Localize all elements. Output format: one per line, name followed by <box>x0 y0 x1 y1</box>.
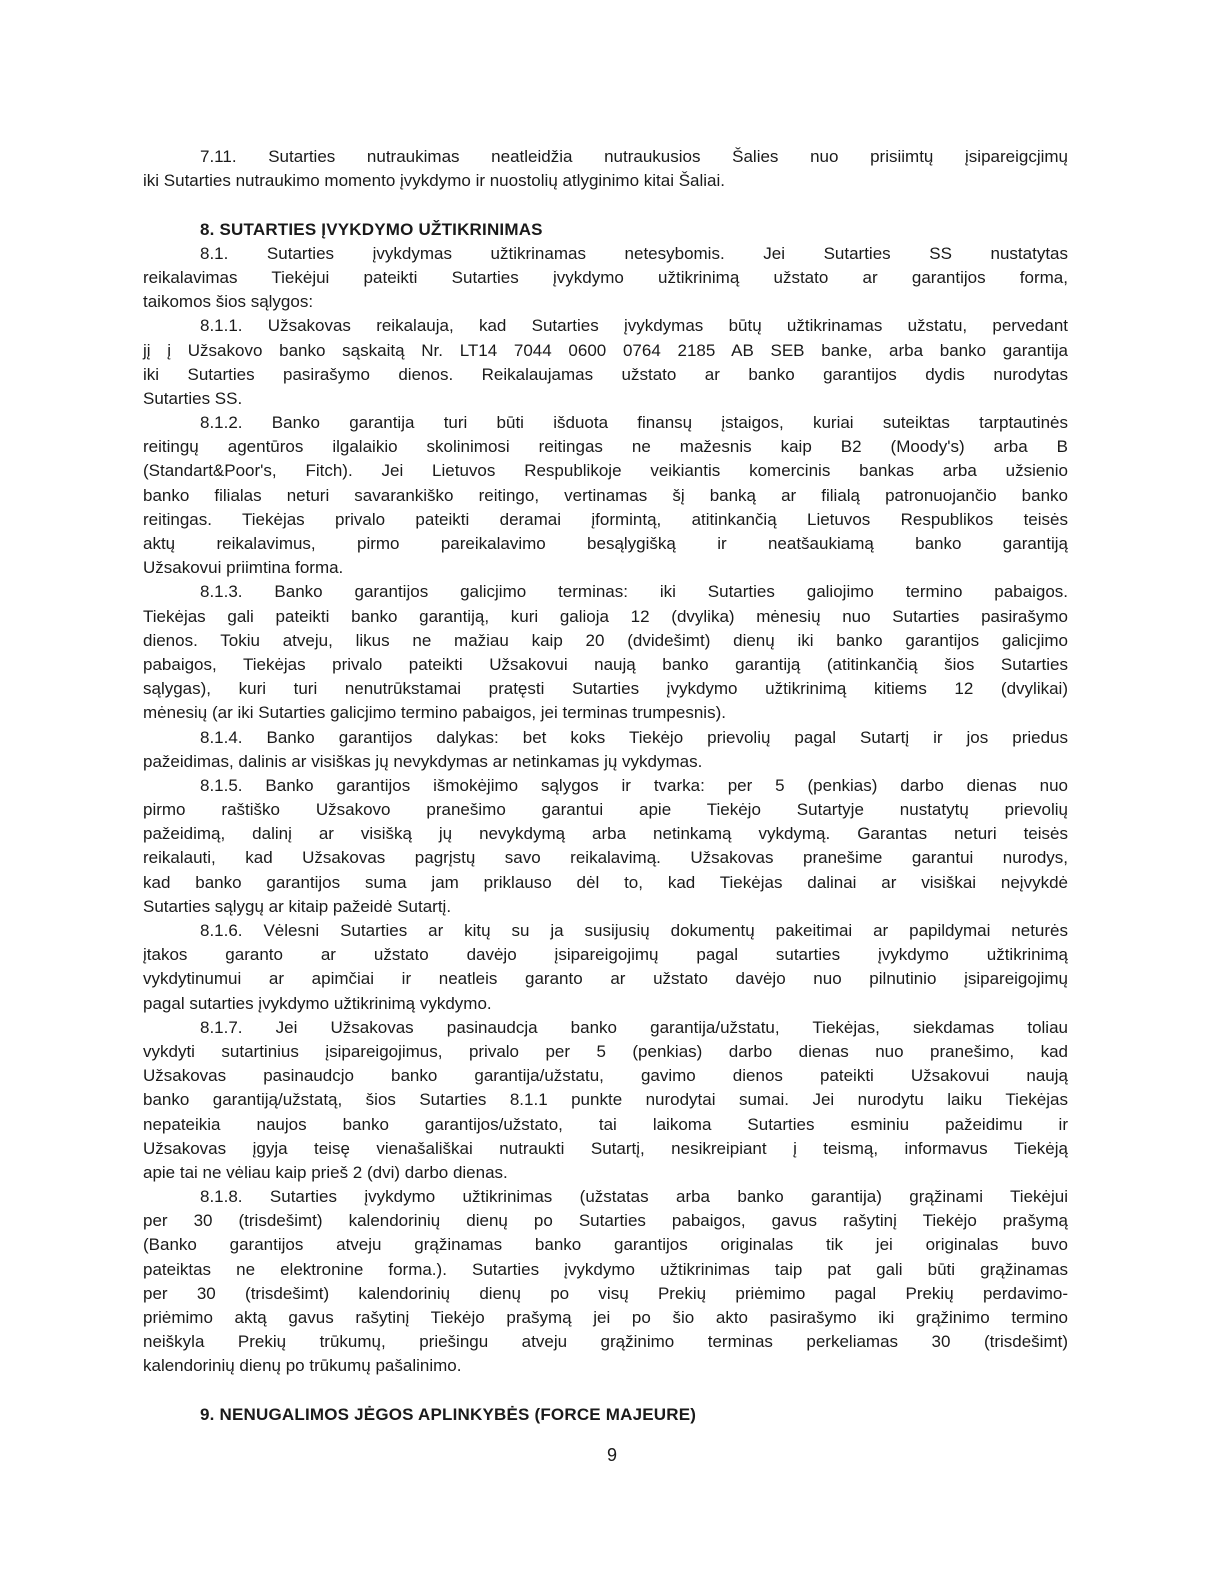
clause-8-1-2 <box>143 411 1068 580</box>
text-line: 8.1.2. Banko garantija turi būti išduota finansų įstaigos, kuriai suteiktas tarptautinės <box>200 413 1068 433</box>
text-line: 8.1.3. Banko garantijos galicjimo terminas: iki Sutarties galiojimo termino pabaigos. <box>200 582 1068 602</box>
text-line: kad banko garantijos suma jam priklauso dėl to, kad Tiekėjas dalinai ar visiškai neįvykdė <box>143 872 1068 892</box>
text-line: reikalauti, kad Užsakovas pagrįstų savo reikalavimą. Užsakovas pranešime garantui nurodys, <box>143 848 1068 868</box>
text-line: pažeidimą, dalinį ar visišką jų nevykdymą arba netinkamą vykdymą. Garantas neturi teisės <box>143 824 1068 844</box>
clause-8-1-4 <box>143 726 1068 774</box>
text-line: Sutarties sąlygų ar kitaip pažeidė Sutartį. <box>143 896 452 916</box>
text-line: iki Sutarties pasirašymo dienos. Reikalaujamas užstato ar banko garantijos dydis nurodytas <box>143 364 1068 384</box>
text-line: Užsakovui priimtina forma. <box>143 558 344 578</box>
text-line: nepateikia naujos banko garantijos/užstato, tai laikoma Sutarties esminiu pažeidimu ir <box>143 1114 1068 1134</box>
clause-8-1-5 <box>143 774 1068 919</box>
text-line: apie tai ne vėliau kaip prieš 2 (dvi) darbo dienas. <box>143 1162 508 1182</box>
clause-8-1 <box>143 242 1068 315</box>
text-line: 8.1.8. Sutarties įvykdymo užtikrinimas (užstatas arba banko garantija) grąžinami Tiekėjui <box>200 1187 1068 1207</box>
text-line: Tiekėjas gali pateikti banko garantiją, kuri galioja 12 (dvylika) mėnesių nuo Sutarties pasirašymo <box>143 606 1068 626</box>
text-line: reitingų agentūros ilgalaikio skolinimosi reitingas ne mažesnis kaip B2 (Moody's) arba B <box>143 437 1068 457</box>
section-heading: 9. NENUGALIMOS JĖGOS APLINKYBĖS (FORCE MAJEURE) <box>200 1404 697 1424</box>
document-body <box>143 145 1068 1427</box>
text-line: 8.1.6. Vėlesni Sutarties ar kitų su ja susijusių dokumentų pakeitimai ar papildymai neturės <box>200 921 1068 940</box>
clause-7-11 <box>143 145 1068 193</box>
text-line: 8.1.1. Užsakovas reikalauja, kad Sutarties įvykdymas būtų užtikrinamas užstatu, pervedant <box>200 316 1068 336</box>
text-line: 7.11. Sutarties nutraukimas neatleidžia nutraukusios Šalies nuo prisiimtų įsipareigcjimų <box>200 147 1068 166</box>
clause-8-1-8 <box>143 1185 1068 1379</box>
text-line: Sutarties SS. <box>143 388 243 408</box>
text-line: neiškyla Prekių trūkumų, priešingu atveju grąžinimo terminas perkeliamas 30 (trisdešimt) <box>143 1332 1068 1352</box>
text-line: vykdyti sutartinius įsipareigojimus, privalo per 5 (penkias) darbo dienas nuo pranešimo, kad <box>143 1041 1068 1061</box>
text-line: pateiktas ne elektronine forma.). Sutarties įvykdymo užtikrinimas taip pat gali būti grąžinamas <box>143 1259 1068 1279</box>
text-line: mėnesių (ar iki Sutarties galicjimo termino pabaigos, jei terminas trumpesnis). <box>143 703 726 723</box>
text-line: pažeidimas, dalinis ar visiškas jų nevykdymas ar netinkamas jų vykdymas. <box>143 751 703 771</box>
clause-8-1-1 <box>143 314 1068 411</box>
text-line: jį į Užsakovo banko sąskaitą Nr. LT14 7044 0600 0764 2185 AB SEB banke, arba banko garantija <box>143 340 1068 360</box>
clause-8-1-3 <box>143 580 1068 725</box>
text-line: reitingas. Tiekėjas privalo pateikti deramai įformintą, atitinkančią Lietuvos Respublikos teisės <box>143 509 1068 529</box>
text-line: pagal sutarties įvykdymo užtikrinimą vykdymo. <box>143 993 492 1013</box>
text-line: sąlygas), kuri turi nenutrūkstamai pratęsti Sutarties įvykdymo užtikrinimą kitiems 12 (dvylikai) <box>143 679 1068 699</box>
text-line: pabaigos, Tiekėjas privalo pateikti Užsakovui naują banko garantiją (atitinkančią šios Sutarties <box>143 654 1068 674</box>
text-line: 8.1.7. Jei Užsakovas pasinaudcja banko garantija/užstatu, Tiekėjas, siekdamas toliau <box>200 1017 1068 1037</box>
text-line: per 30 (trisdešimt) kalendorinių dienų po Sutarties pabaigos, gavus rašytinį Tiekėjo prašymą <box>143 1211 1068 1231</box>
text-line: pirmo raštiško Užsakovo pranešimo garantui apie Tiekėjo Sutartyje nustatytų prievolių <box>143 800 1068 820</box>
clause-8-1-6 <box>143 919 1068 1016</box>
text-line: vykdytinumui ar apimčiai ir neatleis garanto ar užstato davėjo nuo pilnutinio įsipareigojimų <box>143 969 1068 989</box>
text-line: banko filialas neturi savarankiško reitingo, vertinamas šį banką ar filialą patronuojančio banko <box>143 485 1068 505</box>
text-line: priėmimo aktą gavus rašytinį Tiekėjo prašymą jei po šio akto pasirašymo iki grąžinimo termino <box>143 1308 1068 1327</box>
page-number: 9 <box>606 1445 617 1465</box>
text-line: iki Sutarties nutraukimo momento įvykdymo ir nuostolių atlyginimo kitai Šaliai. <box>143 171 726 191</box>
section-heading: 8. SUTARTIES ĮVYKDYMO UŽTIKRINIMAS <box>200 219 543 239</box>
text-line: 8.1.5. Banko garantijos išmokėjimo sąlygos ir tvarka: per 5 (penkias) darbo dienas nuo <box>200 775 1068 795</box>
text-line: Užsakovas pasinaudcjo banko garantija/užstatu, gavimo dienos pateikti Užsakovui naują <box>143 1066 1068 1086</box>
text-line: Užsakovas įgyja teisę vienašališkai nutraukti Sutartį, nesikreipiant į teismą, informavus Tiekėją <box>143 1138 1068 1158</box>
text-line: dienos. Tokiu atveju, likus ne mažiau kaip 20 (dvidešimt) dienų iki banko garantijos galicjimo <box>143 630 1068 650</box>
text-line: banko garantiją/užstatą, šios Sutarties 8.1.1 punkte nurodytai sumai. Jei nurodytu laiku Tiekėjas <box>143 1090 1068 1110</box>
text-line: kalendorinių dienų po trūkumų pašalinimo. <box>143 1356 462 1376</box>
spacer <box>143 193 1068 217</box>
text-line: 8.1.4. Banko garantijos dalykas: bet koks Tiekėjo prievolių pagal Sutartį ir jos priedus <box>200 727 1068 747</box>
text-line: įtakos garanto ar užstato davėjo įsipareigojimų pagal sutarties įvykdymo užtikrinimą <box>143 945 1068 965</box>
clause-8-1-7 <box>143 1016 1068 1185</box>
text-line: 8.1. Sutarties įvykdymas užtikrinamas netesybomis. Jei Sutarties SS nustatytas <box>200 243 1068 263</box>
spacer <box>143 1379 1068 1403</box>
text-line: reikalavimas Tiekėjui pateikti Sutarties įvykdymo užtikrinimą užstato ar garantijos forma, <box>143 267 1068 287</box>
text-line: taikomos šios sąlygos: <box>143 292 314 312</box>
text-line: (Standart&Poor's, Fitch). Jei Lietuvos Respublikoje veikiantis komercinis bankas arba užsienio <box>143 461 1068 481</box>
text-line: (Banko garantijos atveju grąžinamas banko garantijos originalas tik jei originalas buvo <box>143 1235 1068 1255</box>
text-line: per 30 (trisdešimt) kalendorinių dienų po visų Prekių priėmimo pagal Prekių perdavimo- <box>143 1283 1068 1303</box>
text-line: aktų reikalavimus, pirmo pareikalavimo besąlygišką ir neatšaukiamą banko garantiją <box>143 534 1068 553</box>
